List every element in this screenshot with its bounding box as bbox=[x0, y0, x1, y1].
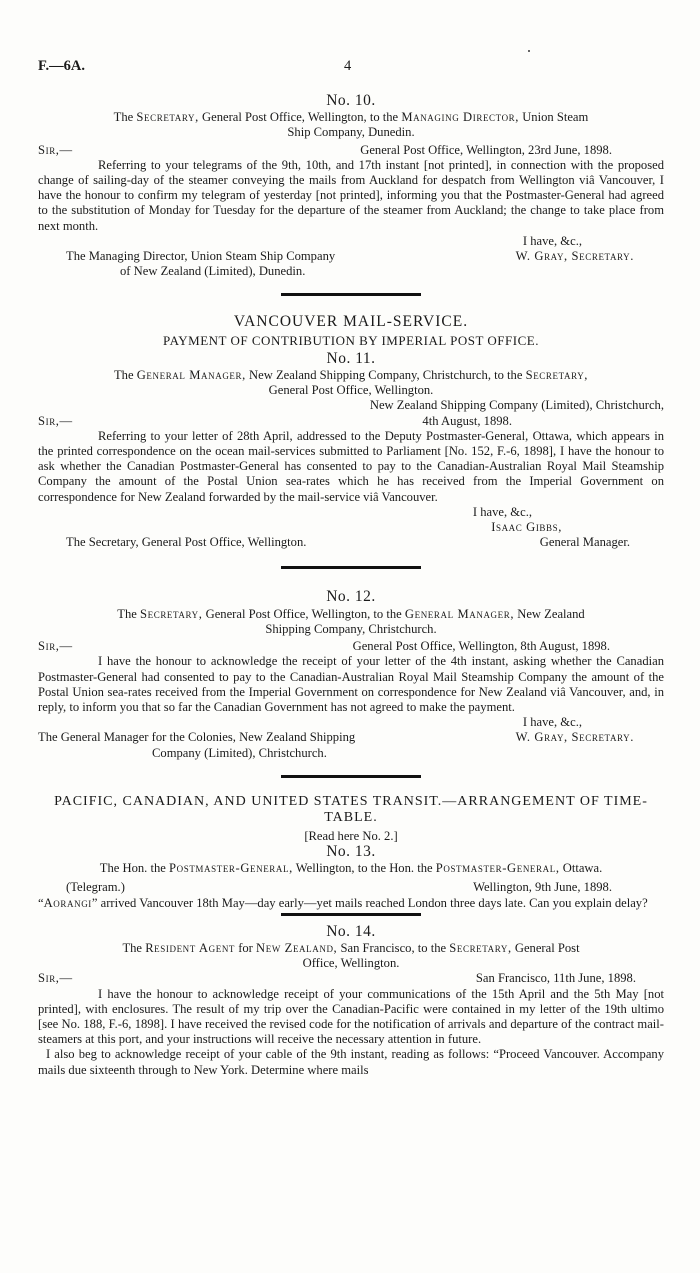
letter-address-line2-no11: General Post Office, Wellington. bbox=[268, 383, 434, 398]
section-title: VANCOUVER MAIL-SERVICE. bbox=[233, 313, 469, 331]
letter-address-no12: The Secretary, General Post Office, Wellington, to the General Manager, New Zealand bbox=[117, 606, 585, 621]
letter-address-line2-no14: Office, Wellington. bbox=[302, 956, 400, 971]
page-header bbox=[38, 58, 664, 76]
place-date: Wellington, 9th June, 1898. bbox=[473, 880, 612, 895]
letter-body-no10: Referring to your telegrams of the 9th, 10th, and 17th instant [not printed], in connection with the proposed change of sailing-day of the steamer conveying the mails from Auckland for despatch from Wellington viâ Vancouver, I have the honour to confirm my telegram of yesterday [not printed], informing you that the Postmaster-General had agreed to the substitution of Monday for Tuesday for the departure of the steamer from Auckland; the change to take place from next month. bbox=[38, 157, 664, 233]
page-body bbox=[38, 90, 664, 1078]
cross-reference-note: [Read here No. 2.] bbox=[304, 828, 398, 843]
letter-address-line2-no10: Ship Company, Dunedin. bbox=[287, 125, 415, 140]
letter-address-line2-no12: Shipping Company, Christchurch. bbox=[265, 621, 437, 636]
recipient-line: The Secretary, General Post Office, Wellington. bbox=[66, 535, 307, 550]
recipient-line2: Company (Limited), Christchurch. bbox=[152, 745, 327, 760]
signer: W. Gray, Secretary. bbox=[515, 730, 634, 745]
letter-address-no14: The Resident Agent for New Zealand, San Francisco, to the Secretary, General Post bbox=[122, 940, 580, 955]
salutation: Sir,— bbox=[38, 413, 73, 428]
letter-heading-no12: No. 12. bbox=[326, 588, 376, 606]
recipient-line1: The Managing Director, Union Steam Ship Company bbox=[66, 249, 336, 264]
letter-address-no13: The Hon. the Postmaster-General, Wellington, to the Hon. the Postmaster-General, Ottawa. bbox=[99, 861, 603, 876]
telegram-body: “Aorangi” arrived Vancouver 18th May—day early—yet mails reached London three days late. Can you explain delay? bbox=[38, 895, 648, 910]
place-date: General Post Office, Wellington, 23rd June, 1898. bbox=[360, 142, 612, 157]
section-subtitle: PAYMENT OF CONTRIBUTION BY IMPERIAL POST OFFICE. bbox=[163, 332, 539, 348]
recipient-line2: of New Zealand (Limited), Dunedin. bbox=[120, 264, 306, 279]
section-divider bbox=[281, 775, 421, 778]
date-line: 4th August, 1898. bbox=[422, 413, 512, 428]
closing: I have, &c., bbox=[522, 715, 582, 730]
letter-address-no10: The Secretary, General Post Office, Wellington, to the Managing Director, Union Steam bbox=[113, 110, 589, 125]
closing: I have, &c., bbox=[522, 233, 582, 248]
section-divider bbox=[281, 566, 421, 569]
recipient-line1: The General Manager for the Colonies, New Zealand Shipping bbox=[38, 730, 356, 745]
letter-body-no11: Referring to your letter of 28th April, addressed to the Deputy Postmaster-General, Ottawa, which appears in the printed correspondence on the ocean mail-services submitted to Parliament [No. 152, F.-6, 1898], I have the honour to ask whether the Canadian Postmaster-General has consented to pay to the Canadian-Australian Royal Mail Steamship Company the amount of the Postal Union sea-rates which he has received from the Imperial Government on correspondence for New Zealand forwarded by the mail-service viâ Vancouver. bbox=[38, 428, 664, 504]
salutation: Sir,— bbox=[38, 142, 73, 157]
place-date: General Post Office, Wellington, 8th August, 1898. bbox=[352, 639, 610, 654]
section-divider bbox=[281, 913, 421, 916]
page-number: 4 bbox=[344, 58, 352, 74]
salutation: Sir,— bbox=[38, 971, 73, 986]
letter-address-no11: The General Manager, New Zealand Shipping Company, Christchurch, to the Secretary, bbox=[113, 368, 589, 383]
signer-title: General Manager. bbox=[539, 535, 630, 550]
letter-heading-no10: No. 10. bbox=[326, 92, 376, 109]
section-title: PACIFIC, CANADIAN, AND UNITED STATES TRANSIT.—ARRANGEMENT OF TIME-TABLE. bbox=[54, 793, 648, 825]
letter-heading-no13: No. 13. bbox=[326, 842, 376, 860]
document-id: F.—6A. bbox=[38, 58, 85, 74]
salutation: Sir,— bbox=[38, 639, 73, 654]
telegram-label: (Telegram.) bbox=[66, 880, 125, 895]
letter-body-no12: I have the honour to acknowledge the receipt of your letter of the 4th instant, asking whether the Canadian Postmaster-General had consented to pay to the Canadian-Australian Royal Mail Steamship Company the amount of the Postal Union sea-rates received from the Imperial Government on correspondence for New Zealand viâ Vancouver, and, in reply, to inform you that so far the Canadian Government has not agreed to make the payment. bbox=[38, 654, 664, 714]
closing: I have, &c., bbox=[472, 504, 532, 519]
letter-body-no14-p2: I also beg to acknowledge receipt of your cable of the 9th instant, reading as follows: “Proceed Vancouver. Accompany mails due sixteenth through to New York. Determine where mails bbox=[38, 1047, 664, 1077]
place-line: New Zealand Shipping Company (Limited), Christchurch, bbox=[369, 398, 664, 413]
letter-body-no14-p1: I have the honour to acknowledge receipt of your communications of the 15th April and the 5th May [not printed], with enclosures. The result of my trip over the Canadian-Pacific were contained in my letter of the 19th ultimo [see No. 188, F.-6, 1898]. I have received the revised code for the notification of arrivals and departure of the contract mail-steamers at this port, and your instructions will receive the necessary attention in future. bbox=[38, 986, 664, 1047]
letter-heading-no11: No. 11. bbox=[326, 349, 376, 367]
signer: W. Gray, Secretary. bbox=[515, 249, 634, 264]
section-divider bbox=[281, 293, 421, 296]
signer-name: Isaac Gibbs, bbox=[491, 520, 562, 535]
place-date: San Francisco, 11th June, 1898. bbox=[475, 971, 636, 986]
stray-mark bbox=[528, 50, 530, 52]
letter-heading-no14: No. 14. bbox=[326, 922, 376, 940]
